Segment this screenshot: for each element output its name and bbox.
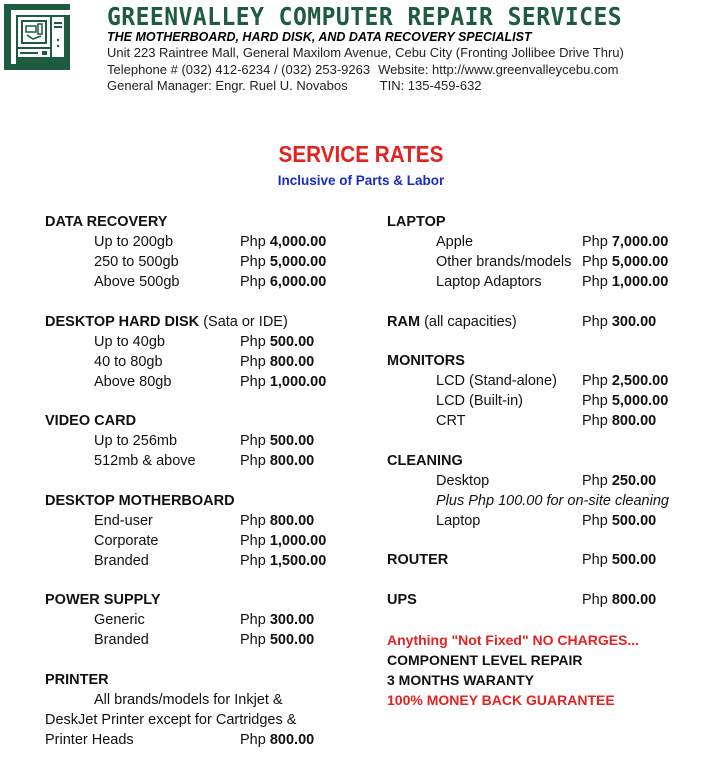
onsite-note-row xyxy=(387,491,717,511)
section-heading: RAM xyxy=(387,313,421,330)
rate-price: Php 500.00 xyxy=(240,632,315,648)
section-ups xyxy=(387,590,717,610)
right-rates-column xyxy=(387,212,717,629)
rate-row xyxy=(45,610,365,630)
section-note: (all capacities) xyxy=(424,313,517,330)
rate-price: Php 2,500.00 xyxy=(582,373,669,389)
section-heading: DESKTOP MOTHERBOARD xyxy=(45,492,235,509)
section-video-card xyxy=(45,411,365,471)
rate-price: Php 7,000.00 xyxy=(582,234,669,250)
rate-label: Other brands/models xyxy=(436,254,572,270)
rate-price: Php 250.00 xyxy=(582,472,657,489)
rate-row xyxy=(387,391,717,411)
warranty-note: 3 MONTHS WARANTY xyxy=(387,672,534,688)
section-cleaning xyxy=(387,451,717,531)
section-note: (Sata or IDE) xyxy=(203,313,288,330)
rate-label: Branded xyxy=(94,632,149,648)
section-heading: CLEANING xyxy=(387,452,463,469)
rate-price: Php 500.00 xyxy=(240,433,315,449)
rate-price: Php 300.00 xyxy=(240,612,315,628)
section-heading: DATA RECOVERY xyxy=(45,214,168,230)
rate-row xyxy=(387,252,717,272)
rate-price: Php 5,000.00 xyxy=(240,254,327,270)
rate-price: Php 500.00 xyxy=(240,333,315,350)
printer-desc-line: All brands/models for Inkjet & xyxy=(94,691,283,708)
telephone: Telephone # (032) 412-6234 / (032) 253-9263 xyxy=(107,62,371,77)
rate-price: Php 5,000.00 xyxy=(582,393,669,409)
section-power-supply xyxy=(45,590,365,650)
rate-label: CRT xyxy=(436,413,466,429)
rate-label: LCD (Stand-alone) xyxy=(436,373,557,389)
section-heading-row xyxy=(387,590,717,610)
rate-label: Corporate xyxy=(94,532,159,549)
section-monitors xyxy=(387,351,717,431)
rate-price: Php 1,000.00 xyxy=(582,274,669,290)
section-heading-row xyxy=(387,550,717,570)
rate-price: Php 800.00 xyxy=(240,353,315,370)
rate-label: LCD (Built-in) xyxy=(436,393,524,409)
rate-label: Up to 200gb xyxy=(94,234,174,250)
rate-row xyxy=(45,252,365,272)
rate-row xyxy=(387,511,717,531)
website-link[interactable]: Website: http://www.greenvalleycebu.com xyxy=(378,62,619,77)
rate-price: Php 500.00 xyxy=(582,512,657,529)
rate-price: Php 1,000.00 xyxy=(240,373,327,390)
rate-label: Up to 256mb xyxy=(94,433,178,449)
section-heading: PRINTER xyxy=(45,671,109,688)
rate-row xyxy=(45,451,365,471)
rate-label: Laptop Adaptors xyxy=(436,274,542,290)
section-laptop xyxy=(387,212,717,292)
computer-logo-icon xyxy=(4,4,70,70)
section-heading: LAPTOP xyxy=(387,214,446,230)
section-heading: UPS xyxy=(387,591,417,608)
rate-label: Branded xyxy=(94,552,149,569)
rate-row xyxy=(387,272,717,292)
contact-line xyxy=(107,62,618,77)
rate-label: Above 80gb xyxy=(94,373,172,390)
company-tagline: THE MOTHERBOARD, HARD DISK, AND DATA RECOVERY SPECIALIST xyxy=(107,30,532,44)
rate-row xyxy=(387,371,717,391)
rate-row xyxy=(45,332,365,352)
rate-row xyxy=(45,630,365,650)
page-title: SERVICE RATES xyxy=(278,141,444,167)
section-printer xyxy=(45,670,365,750)
rate-price: Php 6,000.00 xyxy=(240,274,327,290)
general-manager: General Manager: Engr. Ruel U. Novabos xyxy=(107,78,348,93)
rate-price: Php 800.00 xyxy=(240,731,315,748)
rate-row xyxy=(45,511,365,531)
onsite-cleaning-note: Plus Php 100.00 for on-site cleaning xyxy=(436,492,669,509)
rate-label: Apple xyxy=(436,234,474,250)
money-back-note: 100% MONEY BACK GUARANTEE xyxy=(387,692,615,708)
rate-price: Php 1,500.00 xyxy=(240,552,327,569)
rate-row xyxy=(387,471,717,491)
section-heading-row xyxy=(45,312,365,332)
rate-label: Desktop xyxy=(436,472,490,489)
rate-row xyxy=(45,272,365,292)
rate-price: Php 800.00 xyxy=(582,591,657,608)
rate-row xyxy=(45,372,365,392)
rate-price: Php 800.00 xyxy=(240,512,315,529)
component-repair-note: COMPONENT LEVEL REPAIR xyxy=(387,652,583,668)
rate-label: 40 to 80gb xyxy=(94,353,163,370)
rate-price: Php 300.00 xyxy=(582,313,657,330)
manager-line xyxy=(107,78,482,93)
rate-price: Php 5,000.00 xyxy=(582,254,669,270)
rate-row xyxy=(45,730,365,750)
company-name: GREENVALLEY COMPUTER REPAIR SERVICES xyxy=(107,2,623,31)
section-heading: ROUTER xyxy=(387,552,449,568)
rate-row xyxy=(45,232,365,252)
rate-label: 250 to 500gb xyxy=(94,254,179,270)
section-data-recovery xyxy=(45,212,365,292)
rate-price: Php 500.00 xyxy=(582,552,657,568)
section-heading-row xyxy=(387,312,717,332)
company-address: Unit 223 Raintree Mall, General Maxilom Avenue, Cebu City (Fronting Jollibee Drive Thru) xyxy=(107,45,624,60)
section-heading: DESKTOP HARD DISK xyxy=(45,313,200,330)
tin-number: TIN: 135-459-632 xyxy=(379,78,482,93)
rate-row xyxy=(387,232,717,252)
rate-row xyxy=(45,352,365,372)
page-subtitle: Inclusive of Parts & Labor xyxy=(277,173,445,188)
rate-price: Php 1,000.00 xyxy=(240,532,327,549)
rate-row xyxy=(45,531,365,551)
section-desktop-hard-disk xyxy=(45,312,365,392)
rate-row xyxy=(387,411,717,431)
rate-row xyxy=(45,551,365,571)
rate-label: 512mb & above xyxy=(94,453,196,469)
no-charge-note: Anything "Not Fixed" NO CHARGES... xyxy=(387,632,640,648)
section-heading: POWER SUPPLY xyxy=(45,592,161,608)
guarantee-notes xyxy=(387,630,639,710)
rate-row xyxy=(45,431,365,451)
section-heading: VIDEO CARD xyxy=(45,413,137,429)
rate-label: End-user xyxy=(94,512,153,529)
rate-price: Php 4,000.00 xyxy=(240,234,327,250)
rate-price: Php 800.00 xyxy=(240,453,315,469)
section-heading: MONITORS xyxy=(387,353,465,369)
printer-desc-line: DeskJet Printer except for Cartridges & xyxy=(45,711,297,728)
section-ram xyxy=(387,312,717,332)
rate-label: Up to 40gb xyxy=(94,333,165,350)
section-desktop-motherboard xyxy=(45,491,365,571)
rate-price: Php 800.00 xyxy=(582,413,657,429)
rate-label: Laptop xyxy=(436,512,481,529)
section-router xyxy=(387,550,717,570)
left-rates-column xyxy=(45,212,365,769)
printer-desc-line: Printer Heads xyxy=(45,731,134,748)
rate-label: Above 500gb xyxy=(94,274,180,290)
rate-label: Generic xyxy=(94,612,145,628)
